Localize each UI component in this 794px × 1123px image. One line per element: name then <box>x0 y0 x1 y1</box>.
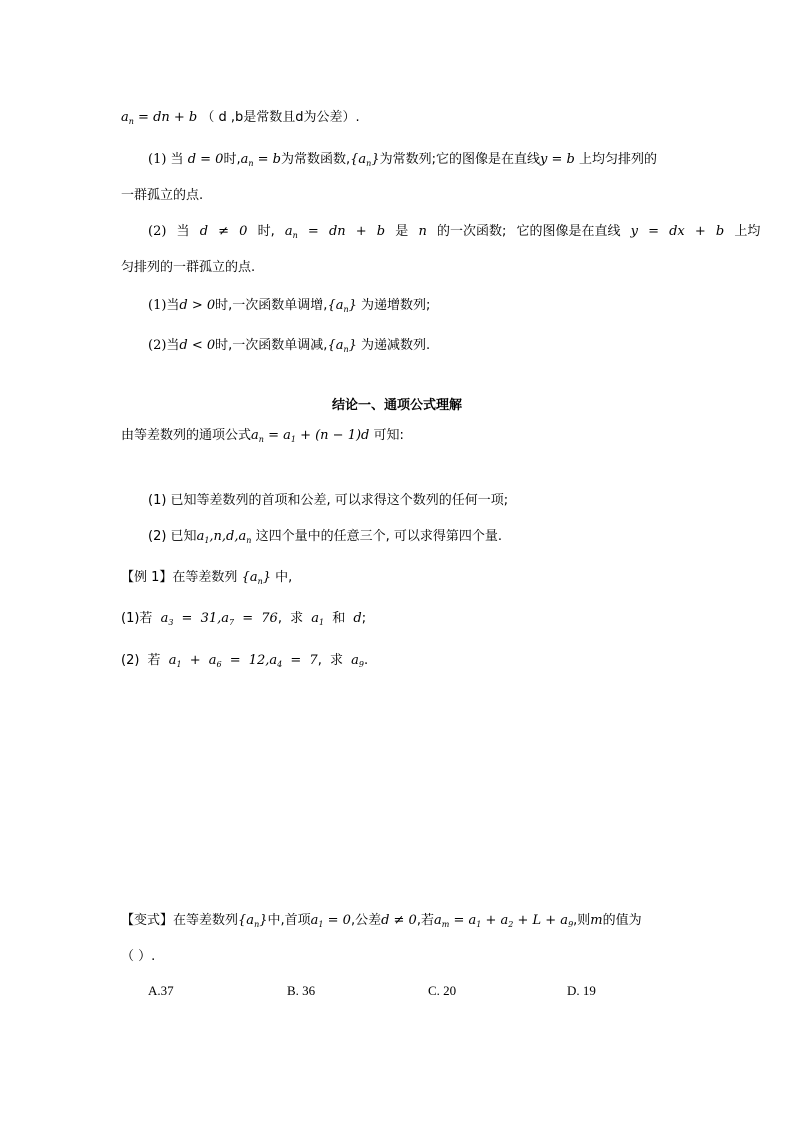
option-b[interactable]: B. 36 <box>287 983 316 998</box>
variant-paren: （ ）. <box>121 949 156 964</box>
case2-line1: (2) 当 d ≠ 0 时, $a_n$ = dn + b 是 n 的一次函数; 它的图像是在直线 y = dx + b 上均 <box>148 224 761 240</box>
point2: (2) 已知$a_1,n,d,a_n$ 这四个量中的任意三个, 可以求得第四个量. <box>148 529 502 545</box>
example-q1: (1)若 $a_3 = 31,a_7 = 76$, 求 $a_1$ 和 d; <box>121 611 367 627</box>
case1-line2: 一群孤立的点. <box>121 188 204 203</box>
section-title: 结论一、通项公式理解 <box>331 398 462 413</box>
point1: (1) 已知等差数列的首项和公差, 可以求得这个数列的任何一项; <box>148 493 509 508</box>
case2-line2: 匀排列的一群孤立的点. <box>121 260 256 275</box>
intro-note: （ d ,b是常数且d为公差）. <box>201 110 360 125</box>
option-c[interactable]: C. 20 <box>428 983 457 998</box>
option-d[interactable]: D. 19 <box>567 983 596 998</box>
case1-line1: (1) 当 d = 0时$,a_n = b$为常数函数$,\{a_n\}$为常数列;它的图像是在直线y = b 上均匀排列的 <box>148 152 657 168</box>
example-line: 【例 1】在等差数列 $\{a_n\}$ 中, <box>121 570 293 586</box>
example-q2: (2) 若 $a_1 + a_6 = 12,a_4 = 7$, 求 $a_9$. <box>121 653 369 669</box>
general-line: 由等差数列的通项公式$a_n = a_1 + (n - 1)d$ 可知: <box>121 428 404 444</box>
variant-line: 【变式】在等差数列$\{a_n\}$中,首项$a_1 = 0$,公差d ≠ 0,若$a_m = a_1 + a_2 + L + a_9$,则m的值为 <box>121 913 642 929</box>
sub2-line: (2)当d < 0时,一次函数单调减$,\{a_n\}$ 为递减数列. <box>148 338 431 354</box>
option-a[interactable]: A.37 <box>148 983 174 998</box>
sub1-line: (1)当d > 0时,一次函数单调增$,\{a_n\}$ 为递增数列; <box>148 298 431 314</box>
formula: $a_n$ = dn + b <box>121 110 198 126</box>
intro-line <box>121 109 360 127</box>
